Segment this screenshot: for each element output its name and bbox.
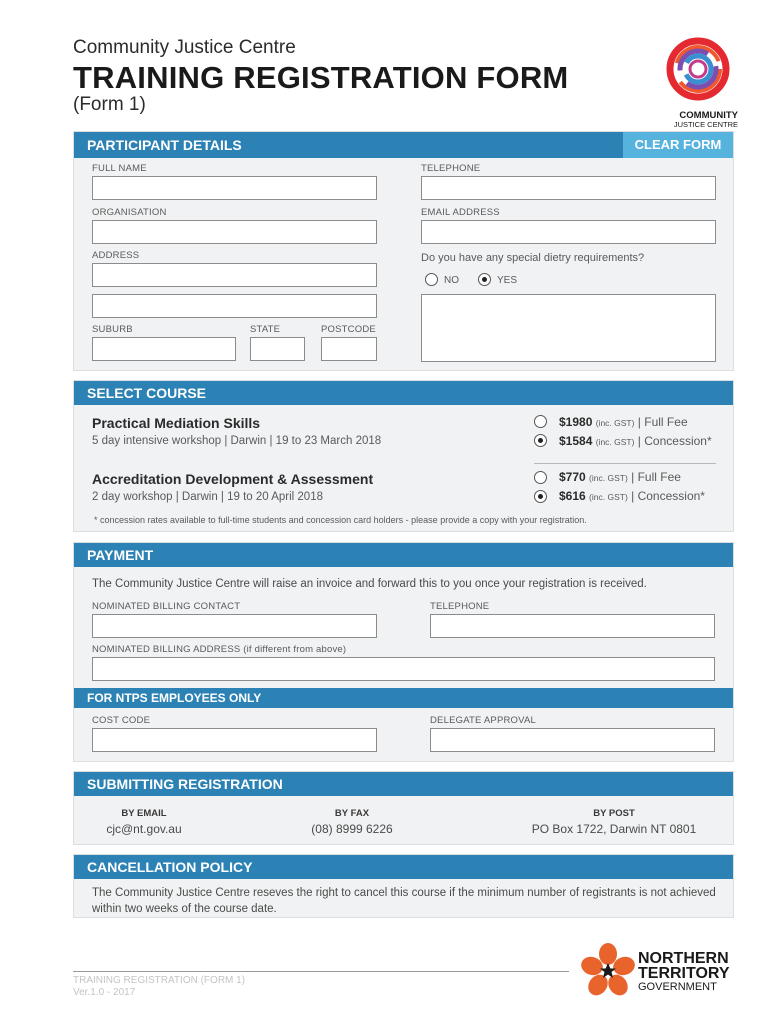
payment-description: The Community Justice Centre will raise an invoice and forward this to you once your registration is received. xyxy=(92,578,647,590)
state-input[interactable] xyxy=(250,337,305,361)
submitting-registration-section xyxy=(73,771,734,845)
ntps-heading: FOR NTPS EMPLOYEES ONLY xyxy=(74,688,733,708)
cancellation-policy-section xyxy=(73,854,734,918)
telephone-label: TELEPHONE xyxy=(421,163,481,174)
participant-details-heading: PARTICIPANT DETAILS xyxy=(74,132,733,158)
gst-note: (inc. GST) xyxy=(595,418,635,428)
diet-details-textarea[interactable] xyxy=(421,294,716,362)
course-1-info: 5 day intensive workshop | Darwin | 19 to 23 March 2018 xyxy=(92,435,382,447)
postcode-label: POSTCODE xyxy=(321,324,376,335)
cjc-logo-text xyxy=(660,111,738,129)
post-address: PO Box 1722, Darwin NT 0801 xyxy=(531,822,697,836)
form-number: (Form 1) xyxy=(73,94,146,115)
course-1-title: Practical Mediation Skills xyxy=(92,415,261,431)
organisation-label: ORGANISATION xyxy=(92,207,167,218)
delegate-approval-input[interactable] xyxy=(430,728,715,752)
diet-yes-label: YES xyxy=(497,275,518,286)
nt-line-2: TERRITORY xyxy=(638,965,730,982)
email-input[interactable] xyxy=(421,220,716,244)
price-separator: | xyxy=(631,470,635,484)
page-title: TRAINING REGISTRATION FORM xyxy=(73,60,569,95)
concession-footnote: * concession rates available to full-time students and concession card holders - please provide a copy with your registration. xyxy=(94,515,587,525)
full-fee-label: Full Fee xyxy=(637,470,681,484)
submitting-heading: SUBMITTING REGISTRATION xyxy=(74,772,733,796)
address-line-2-input[interactable] xyxy=(92,294,377,318)
select-course-section xyxy=(73,380,734,532)
nt-government-logo xyxy=(578,942,738,1002)
address-label: ADDRESS xyxy=(92,250,140,261)
logo-line-1: COMMUNITY xyxy=(679,110,738,121)
organisation-name: Community Justice Centre xyxy=(73,37,296,58)
email-address-link[interactable]: cjc@nt.gov.au xyxy=(106,822,182,836)
cjc-logo xyxy=(660,34,738,129)
diet-no-radio[interactable] xyxy=(425,273,438,286)
course-2-full-price: $770 xyxy=(559,470,586,484)
payment-heading: PAYMENT xyxy=(74,543,733,567)
fax-number: (08) 8999 6226 xyxy=(311,822,393,836)
billing-address-input[interactable] xyxy=(92,657,715,681)
cost-code-input[interactable] xyxy=(92,728,377,752)
email-label: EMAIL ADDRESS xyxy=(421,207,500,218)
concession-label: Concession* xyxy=(644,434,712,448)
nt-line-3: GOVERNMENT xyxy=(638,981,717,993)
gst-note: (inc. GST) xyxy=(589,473,628,483)
gst-note: (inc. GST) xyxy=(589,492,628,502)
suburb-input[interactable] xyxy=(92,337,236,361)
course-1-full-fee xyxy=(559,415,688,429)
gst-note: (inc. GST) xyxy=(595,437,635,447)
footer-version: Ver.1.0 - 2017 xyxy=(73,987,136,998)
course-divider xyxy=(534,463,716,464)
select-course-heading: SELECT COURSE xyxy=(74,381,733,405)
billing-address-label: NOMINATED BILLING ADDRESS (if different from above) xyxy=(92,644,347,655)
full-name-label: FULL NAME xyxy=(92,163,147,174)
course-2-concession xyxy=(559,489,705,503)
by-fax-heading: BY FAX xyxy=(334,808,370,819)
address-line-1-input[interactable] xyxy=(92,263,377,287)
billing-telephone-label: TELEPHONE xyxy=(430,601,490,612)
organisation-input[interactable] xyxy=(92,220,377,244)
course-2-info: 2 day workshop | Darwin | 19 to 20 April 2018 xyxy=(92,491,323,503)
diet-question: Do you have any special dietry requirements? xyxy=(421,252,645,264)
course-2-full-fee-radio[interactable] xyxy=(534,471,547,484)
course-1-concession-price: $1584 xyxy=(559,434,593,448)
suburb-label: SUBURB xyxy=(92,324,133,335)
full-fee-label: Full Fee xyxy=(644,415,688,429)
by-email-heading: BY EMAIL xyxy=(121,808,167,819)
course-2-concession-radio[interactable] xyxy=(534,490,547,503)
footer-rule xyxy=(73,971,569,972)
clear-form-button[interactable]: CLEAR FORM xyxy=(623,132,733,158)
price-separator: | xyxy=(637,415,641,429)
footer-form-info xyxy=(73,975,245,999)
billing-telephone-input[interactable] xyxy=(430,614,715,638)
course-1-concession xyxy=(559,434,712,448)
nt-flower-icon xyxy=(578,942,638,1000)
state-label: STATE xyxy=(250,324,281,335)
course-1-full-price: $1980 xyxy=(559,415,593,429)
concession-label: Concession* xyxy=(637,489,705,503)
diet-no-label: NO xyxy=(444,275,459,286)
course-2-concession-price: $616 xyxy=(559,489,586,503)
cost-code-label: COST CODE xyxy=(92,715,151,726)
billing-contact-input[interactable] xyxy=(92,614,377,638)
participant-details-section xyxy=(73,131,734,371)
course-2-full-fee xyxy=(559,470,681,484)
course-2-title: Accreditation Development & Assessment xyxy=(92,471,374,487)
cjc-logo-swirl-icon xyxy=(660,34,738,106)
postcode-input[interactable] xyxy=(321,337,377,361)
price-separator: | xyxy=(631,489,635,503)
logo-line-2: JUSTICE CENTRE xyxy=(673,120,738,129)
delegate-approval-label: DELEGATE APPROVAL xyxy=(430,715,537,726)
nt-logo-text xyxy=(638,951,730,993)
footer-form-label: TRAINING REGISTRATION (FORM 1) xyxy=(73,975,246,986)
course-1-full-fee-radio[interactable] xyxy=(534,415,547,428)
cancellation-heading: CANCELLATION POLICY xyxy=(74,855,733,879)
by-post-heading: BY POST xyxy=(593,808,635,819)
telephone-input[interactable] xyxy=(421,176,716,200)
course-1-concession-radio[interactable] xyxy=(534,434,547,447)
diet-yes-radio[interactable] xyxy=(478,273,491,286)
billing-contact-label: NOMINATED BILLING CONTACT xyxy=(92,601,241,612)
cancellation-text: The Community Justice Centre reseves the right to cancel this course if the minimum number of registrants is not achieved within two weeks of the course date. xyxy=(92,887,716,915)
nt-line-1: NORTHERN xyxy=(638,950,729,967)
payment-section xyxy=(73,542,734,762)
full-name-input[interactable] xyxy=(92,176,377,200)
price-separator: | xyxy=(637,434,641,448)
